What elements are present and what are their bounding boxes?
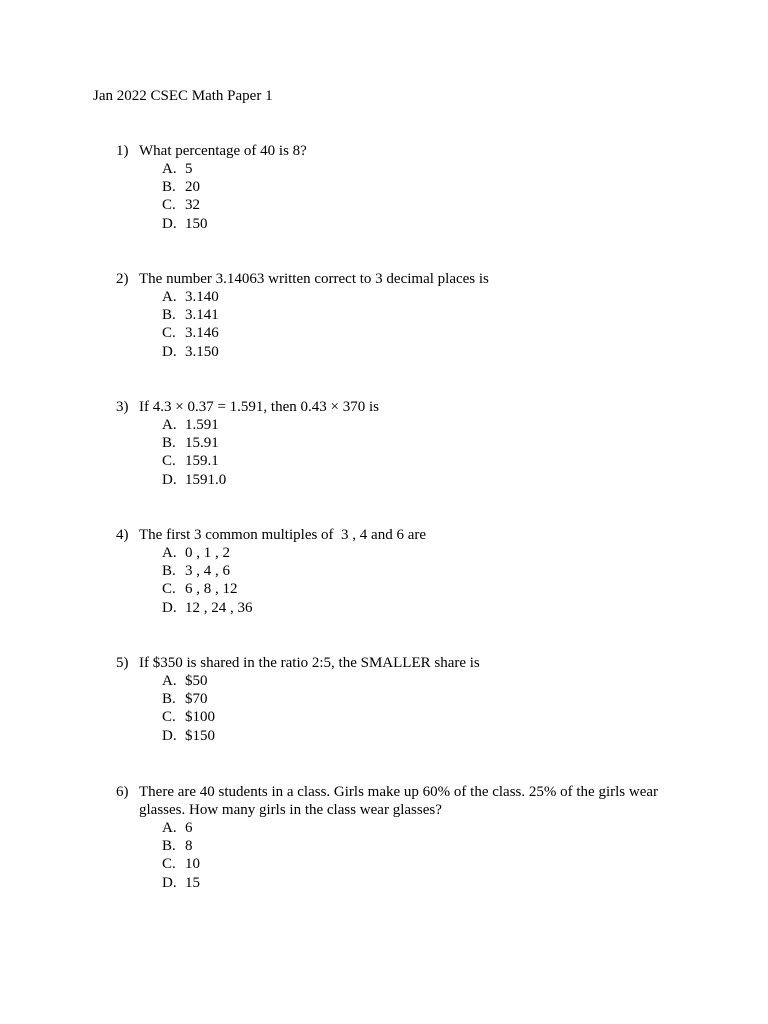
option-letter: B. (162, 838, 176, 855)
answer-option-d (0, 874, 768, 892)
question-number: 3) (116, 399, 129, 415)
option-text: 15 (185, 874, 200, 891)
question-stem (0, 783, 768, 801)
option-text: 8 (185, 838, 193, 855)
option-text: 15.91 (185, 435, 219, 452)
option-text: $150 (185, 727, 215, 744)
answer-option-c (0, 708, 768, 726)
answer-option-c (0, 580, 768, 598)
question-number: 5) (116, 655, 129, 671)
answer-option-c (0, 196, 768, 214)
option-text: 3 , 4 , 6 (185, 563, 230, 580)
question-stem (0, 398, 768, 416)
question-number: 6) (116, 784, 129, 800)
option-letter: C. (162, 325, 176, 342)
option-text: 6 , 8 , 12 (185, 581, 238, 598)
answer-option-c (0, 452, 768, 470)
answer-option-a (0, 672, 768, 690)
option-text: 1.591 (185, 417, 219, 433)
answer-option-a (0, 416, 768, 434)
answer-option-d (0, 215, 768, 233)
option-text: 0 , 1 , 2 (185, 545, 230, 561)
answer-option-b (0, 306, 768, 324)
answer-option-b (0, 178, 768, 196)
option-text: 1591.0 (185, 471, 227, 488)
option-text: 12 , 24 , 36 (185, 599, 253, 616)
option-text: 3.150 (185, 343, 219, 360)
option-letter: A. (162, 545, 177, 561)
option-letter: A. (162, 417, 177, 433)
option-letter: C. (162, 197, 176, 214)
option-text: $100 (185, 709, 215, 726)
option-letter: C. (162, 709, 176, 726)
option-letter: D. (162, 874, 177, 891)
option-letter: C. (162, 453, 176, 470)
question-stem (0, 142, 768, 160)
question-3 (0, 398, 768, 489)
option-letter: D. (162, 215, 177, 232)
question-text: What percentage of 40 is 8? (139, 143, 307, 159)
option-letter: B. (162, 691, 176, 708)
question-text: If $350 is shared in the ratio 2:5, the SMALLER share is (139, 655, 480, 671)
answer-option-a (0, 544, 768, 562)
answer-option-d (0, 599, 768, 617)
question-text: The first 3 common multiples of 3 , 4 and 6 are (139, 527, 427, 543)
option-letter: B. (162, 563, 176, 580)
answer-option-a (0, 819, 768, 837)
option-text: 3.141 (185, 307, 219, 324)
option-letter: D. (162, 343, 177, 360)
question-text: There are 40 students in a class. Girls make up 60% of the class. 25% of the girls wear (139, 784, 659, 800)
option-letter: D. (162, 727, 177, 744)
answer-option-b (0, 837, 768, 855)
question-stem (0, 526, 768, 544)
answer-option-b (0, 434, 768, 452)
option-text: 6 (185, 820, 193, 836)
answer-option-d (0, 727, 768, 745)
option-letter: A. (162, 161, 177, 177)
question-5 (0, 654, 768, 745)
answer-option-d (0, 343, 768, 361)
option-text: 10 (185, 856, 200, 873)
option-text: 32 (185, 197, 200, 214)
option-letter: A. (162, 289, 177, 305)
question-1 (0, 142, 768, 233)
question-2 (0, 270, 768, 361)
option-letter: C. (162, 856, 176, 873)
question-stem (0, 270, 768, 288)
answer-option-a (0, 288, 768, 306)
answer-option-d (0, 471, 768, 489)
question-text: If 4.3 × 0.37 = 1.591, then 0.43 × 370 is (139, 399, 379, 415)
option-text: 150 (185, 215, 208, 232)
option-letter: C. (162, 581, 176, 598)
option-text: $50 (185, 673, 208, 689)
option-letter: A. (162, 820, 177, 836)
question-number: 2) (116, 271, 129, 287)
option-letter: B. (162, 179, 176, 196)
question-stem-continued (0, 801, 768, 819)
question-stem (0, 654, 768, 672)
answer-option-c (0, 855, 768, 873)
answer-option-a (0, 160, 768, 178)
option-text: 159.1 (185, 453, 219, 470)
option-text: 5 (185, 161, 193, 177)
answer-option-b (0, 690, 768, 708)
question-text: The number 3.14063 written correct to 3 decimal places is (139, 271, 489, 287)
option-text: 3.146 (185, 325, 219, 342)
question-number: 4) (116, 527, 129, 543)
answer-option-b (0, 562, 768, 580)
option-letter: D. (162, 599, 177, 616)
question-text: glasses. How many girls in the class wear glasses? (139, 802, 442, 818)
option-letter: B. (162, 307, 176, 324)
answer-option-c (0, 324, 768, 342)
option-text: $70 (185, 691, 208, 708)
page-title: Jan 2022 CSEC Math Paper 1 (93, 88, 273, 104)
option-letter: A. (162, 673, 177, 689)
option-text: 3.140 (185, 289, 219, 305)
option-text: 20 (185, 179, 200, 196)
option-letter: D. (162, 471, 177, 488)
question-4 (0, 526, 768, 617)
option-letter: B. (162, 435, 176, 452)
question-number: 1) (116, 143, 129, 159)
question-6 (0, 783, 768, 892)
